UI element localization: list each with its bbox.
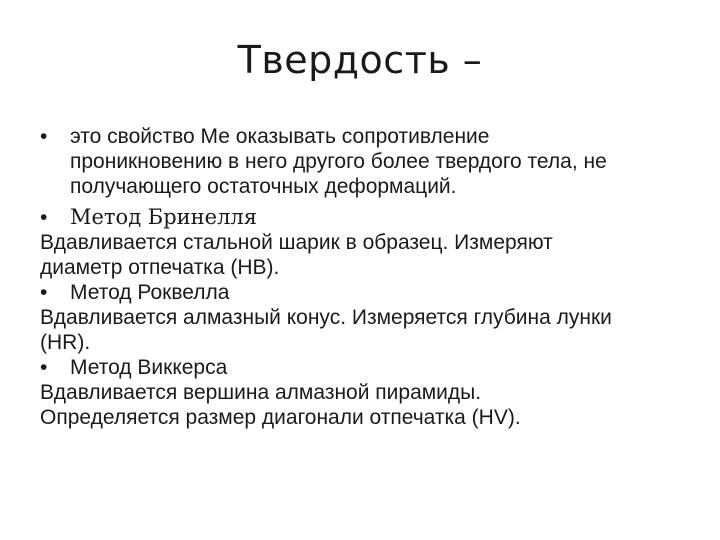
bullet-rockwell (40, 280, 690, 305)
definition-line-1: это свойство Ме оказывать сопротивление (70, 125, 490, 148)
vickers-line-2: Определяется размер диагонали отпечатка (HV). (40, 406, 521, 429)
bullet-vickers (40, 355, 690, 380)
definition-line-3: получающего остаточных деформаций. (70, 175, 457, 198)
brinell-line-1: Вдавливается стальной шарик в образец. Измеряют (40, 231, 553, 254)
slide-content (40, 124, 690, 430)
vickers-line-1: Вдавливается вершина алмазной пирамиды. (40, 381, 482, 404)
slide-title: Твердость – (237, 38, 483, 82)
rockwell-description (40, 305, 690, 355)
bullet-marker: • (40, 125, 48, 148)
bullet-definition (40, 124, 690, 199)
bullet-marker: • (40, 206, 48, 229)
rockwell-line-2: (HR). (40, 331, 91, 354)
definition-line-2: проникновению в него другого более твердого тела, не (70, 150, 607, 173)
brinell-line-2: диаметр отпечатка (HB). (40, 256, 280, 279)
vickers-heading: Метод Виккерса (70, 356, 228, 379)
brinell-heading: Метод Бринелля (70, 205, 258, 229)
bullet-marker: • (40, 356, 48, 379)
rockwell-heading: Метод Роквелла (70, 281, 230, 304)
bullet-brinell (40, 205, 690, 230)
bullet-marker: • (40, 281, 48, 304)
brinell-description (40, 230, 690, 280)
rockwell-line-1: Вдавливается алмазный конус. Измеряется глубина лунки (40, 306, 612, 329)
vickers-description (40, 380, 690, 430)
